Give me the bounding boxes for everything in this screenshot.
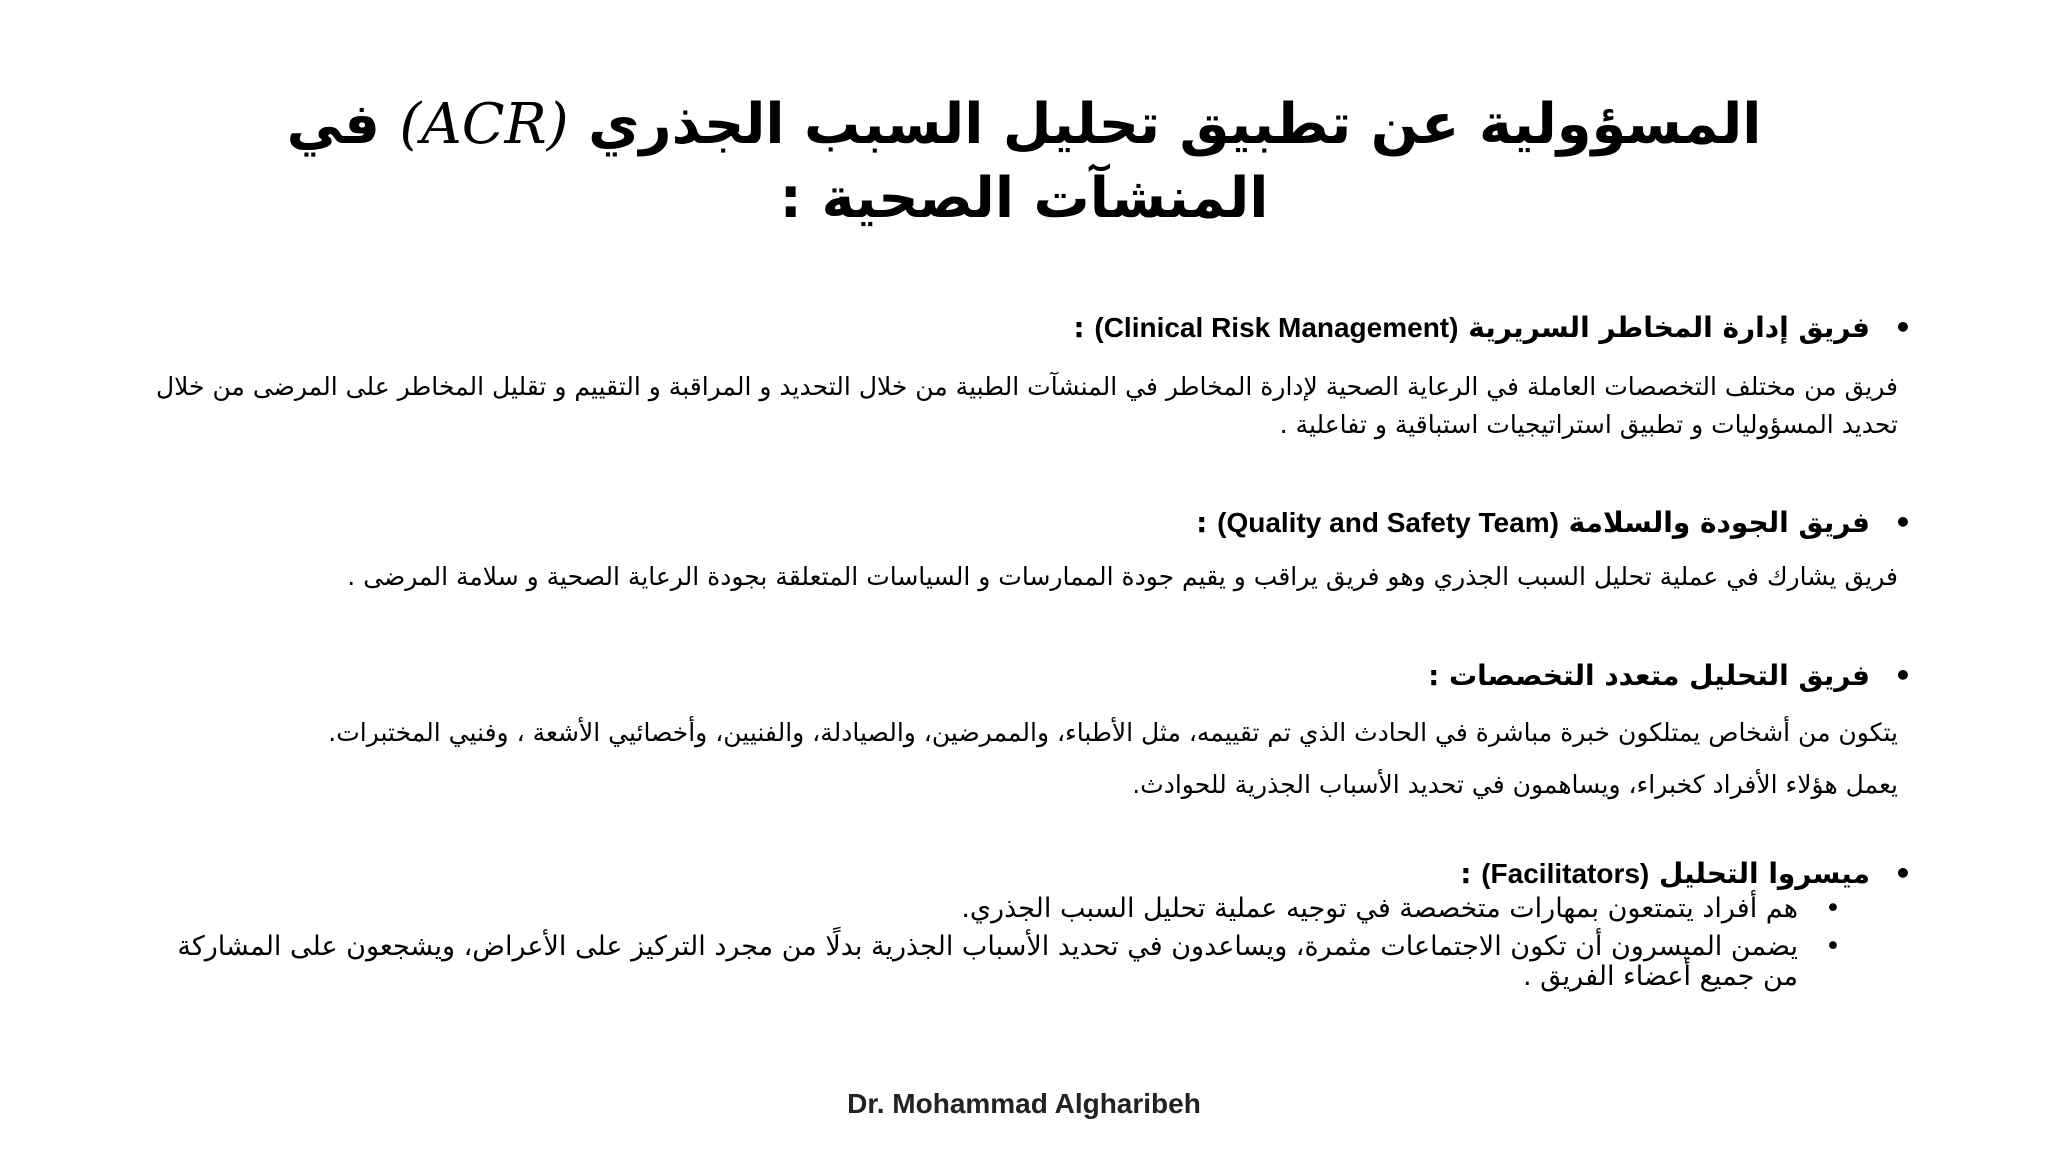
paragraph: فريق من مختلف التخصصات العاملة في الرعاية الصحية لإدارة المخاطر في المنشآت الطبية من خلال التحديد و المراقبة و التقييم و تقليل المخاطر على المرضى من خلال تحديد المسؤوليات و تطبيق استراتيجيات استباقية و تفاعلية . [155, 372, 1898, 439]
paragraph: يتكون من أشخاص يمتلكون خبرة مباشرة في الحادث الذي تم تقييمه، مثل الأطباء، والممرضين، والصيادلة، والفنيين، وأخصائيي الأشعة ، وفنيي المختبرات. [328, 718, 1898, 747]
title-acr: (ACR) [399, 92, 569, 157]
paragraph: فريق يشارك في عملية تحليل السبب الجذري وهو فريق يراقب و يقيم جودة الممارسات و السياسات المتعلقة بجودة الرعاية الصحية و سلامة المرضى . [347, 562, 1898, 591]
heading-ar: فريق إدارة المخاطر السريرية [1468, 311, 1870, 344]
title-part1: المسؤولية عن تطبيق تحليل السبب الجذري [588, 92, 1762, 157]
section-body-clinical-risk [98, 368, 1898, 444]
bullet-icon: • [1894, 857, 1912, 890]
heading-en: (Quality and Safety Team) [1217, 507, 1559, 538]
section-heading-facilitators [1460, 856, 1918, 892]
section-heading-multidisciplinary [1428, 658, 1918, 694]
section-body-multidisciplinary [198, 707, 1898, 811]
heading-en: (Facilitators) [1481, 858, 1650, 889]
sub-item-facilitator-1 [398, 893, 1841, 924]
title-part2: في المنشآت الصحية : [286, 92, 1269, 231]
bullet-icon: • [1894, 311, 1912, 344]
sub-bullet-icon: • [1825, 893, 1841, 924]
section-heading-clinical-risk [1073, 310, 1918, 346]
heading-ar: فريق الجودة والسلامة [1568, 506, 1870, 539]
heading-ar: ميسروا التحليل [1659, 857, 1870, 890]
section-body-quality-safety [298, 558, 1898, 596]
slide-title [160, 88, 1888, 236]
sub-item-facilitator-2 [158, 931, 1841, 992]
heading-tail: : [1073, 311, 1085, 344]
heading-en: (Clinical Risk Management) [1094, 312, 1459, 343]
bullet-icon: • [1894, 506, 1912, 539]
footer-author: Dr. Mohammad Algharibeh [847, 1088, 1201, 1119]
heading-tail: : [1428, 659, 1440, 692]
bullet-icon: • [1894, 659, 1912, 692]
sub-item-text: هم أفراد يتمتعون بمهارات متخصصة في توجيه عملية تحليل السبب الجذري. [961, 893, 1798, 924]
section-heading-quality-safety [1196, 505, 1918, 541]
heading-tail: : [1460, 857, 1472, 890]
sub-bullet-icon: • [1825, 931, 1841, 962]
paragraph: يعمل هؤلاء الأفراد كخبراء، ويساهمون في تحديد الأسباب الجذرية للحوادث. [1132, 770, 1898, 799]
heading-tail: : [1196, 506, 1208, 539]
sub-item-text: يضمن الميسرون أن تكون الاجتماعات مثمرة، ويساعدون في تحديد الأسباب الجذرية بدلًا من مجرد التركيز على الأعراض، ويشجعون على المشاركة من جميع أعضاء الفريق . [177, 931, 1798, 992]
heading-ar: فريق التحليل متعدد التخصصات [1449, 659, 1870, 692]
